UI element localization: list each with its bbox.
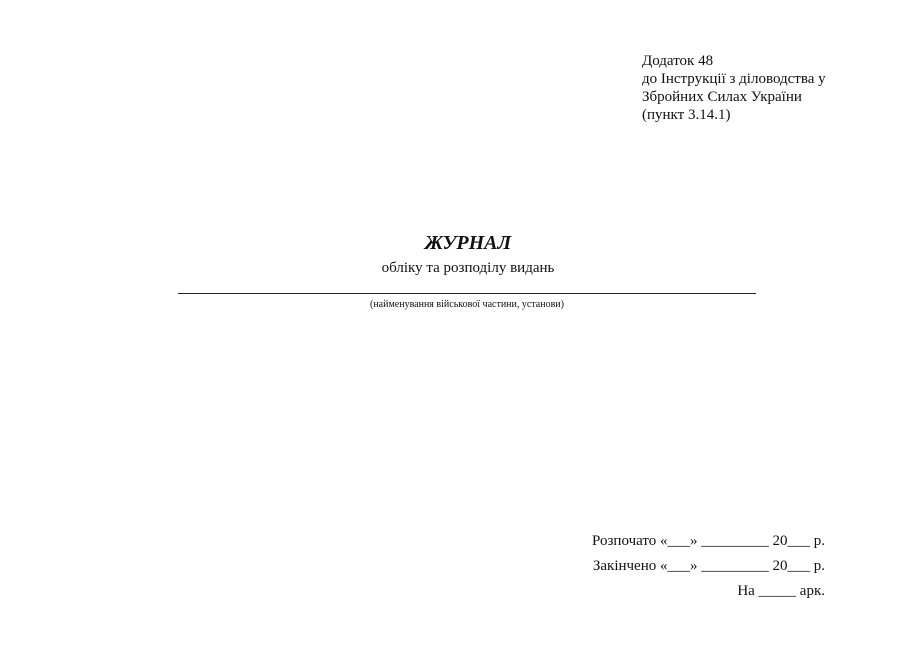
appendix-reference [642,52,826,124]
journal-title: ЖУРНАЛ [424,232,512,254]
journal-subtitle: обліку та розподілу видань [381,260,555,276]
finished-date-line: Закінчено «___» _________ 20___ р. [592,558,825,574]
appendix-instruction: до Інструкції з діловодства у [642,71,826,87]
appendix-clause: (пункт 3.14.1) [642,107,731,123]
started-date-line: Розпочато «___» _________ 20___ р. [592,533,825,549]
sheet-count-line: На _____ арк. [737,583,825,599]
journal-dates-block [592,532,825,607]
unit-name-caption: (найменування військової частини, установи) [369,299,564,310]
appendix-armed-forces: Збройних Силах України [642,89,802,105]
appendix-number: Додаток 48 [642,53,714,69]
journal-heading [0,230,920,277]
unit-name-blank-line [178,293,756,294]
